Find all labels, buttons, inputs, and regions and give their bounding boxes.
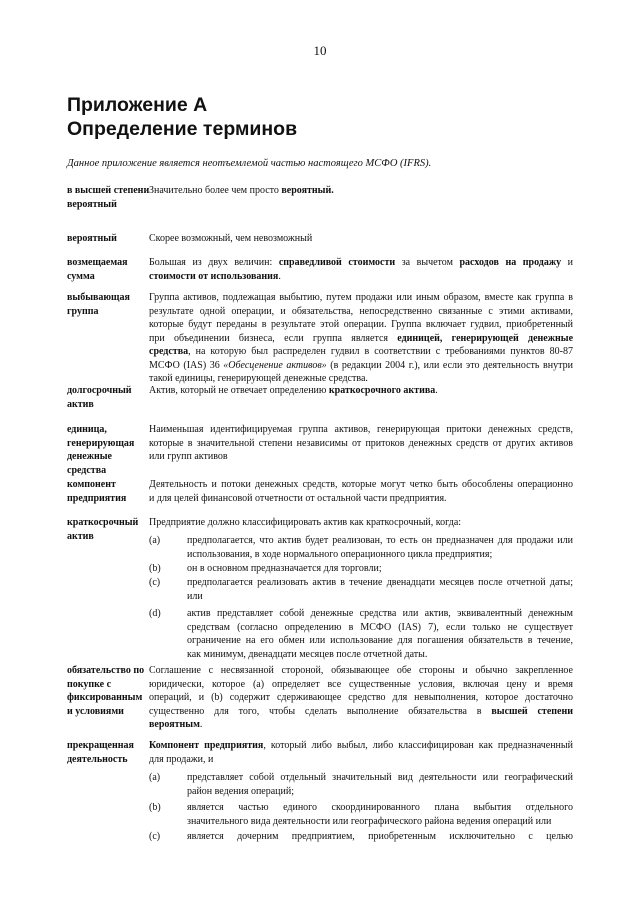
definition: Значительно более чем просто вероятный. [149,185,334,196]
section-title: Определение терминов [67,118,298,140]
definition: Соглашение с несвязанной стороной, обязывающее обе стороны и обычно закрепленное юридически, которое (a) определяет все существенные условия, включая цену и время операций, и (b) содержит сдерживающее средство для невыполнения, которое достаточно существенно для того, чтобы сделать выполнение обязательства в высшей степени вероятным. [149,665,573,730]
definition: Группа активов, подлежащая выбытию, путем продажи или иным образом, вместе как группа в результате одной операции, и обязательства, непосредственно связанные с этими активами, которые будут переданы в результате этой операции. Группа включает гудвил, приобретенный при объединении бизнеса, если группа является единицей, генерирующей денежные средства, на которую был распределен гудвил в соответствии с требованиями пунктов 80-87 МСФО (IAS) 36 «Обесценение активов» (в редакции 2004 г.), или если это деятельность внутри такой единицы, генерирующей денежные средства. [149,292,573,384]
definition: Наименьшая идентифицируемая группа активов, генерирующая притоки денежных средств, которые в значительной степени независимы от притоков денежных средств от других активов или групп активов [149,424,573,462]
term: долгосрочный актив [67,385,132,410]
term: единица, генерирующая денежные средства [67,424,135,476]
page-number: 10 [313,43,327,58]
definition-lead: Предприятие должно классифицировать актив как краткосрочный, когда: [149,517,462,528]
intro-note: Данное приложение является неотъемлемой частью настоящего МСФО (IFRS). [67,158,432,169]
definition: Актив, который не отвечает определению краткосрочного актива. [149,385,438,396]
term: обязательство по покупке с фиксированным и условиями [67,665,145,717]
term: компонент предприятия [67,479,127,504]
term: вероятный [67,233,117,244]
term: возмещаемая сумма [67,257,128,282]
appendix-title: Приложение А [67,94,208,116]
definition: Скорее возможный, чем невозможный [149,233,313,244]
term: краткосрочный актив [67,517,139,542]
definition: Деятельность и потоки денежных средств, которые могут четко быть обособлены операционно и для целей финансовой отчетности от остальной части предприятия. [149,479,573,504]
term: выбывающая группа [67,292,130,317]
term: прекращенная деятельность [67,740,134,765]
document-page: 10 Приложение А Определение терминов Данное приложение является неотъемлемой частью настоящего МСФО (IFRS). в высшей степени вероятный Значительно более чем просто вероятный. вероятный Скорее возможный, чем невозможный возмещаемая сумма Большая из двух величин: справедливой стоимости за вычетом расходов на продажу и стоимости от использования. выбывающая группа Группа активов, подлежащая выбытию, путем продажи или иным образом, вместе как группа в результате одной операции, и обязательства, непосредственно связанные с этими активами, которые будут переданы в результате этой операции. Группа включает гудвил, приобретенный при объединении бизнеса, если группа является единицей, генерирующей денежные средства, на которую был распределен гудвил в соответствии с требованиями пунктов 80-87 МСФО (IAS) 36 «Обесценение активов» (в редакции 2004 г.), или если это деятельность внутри такой единицы, генерирующей денежные средства. долгосрочный актив Актив, который не отвечает определению краткосрочного актива. единица, генерирующая денежные средства Наименьшая идентифицируемая группа активов, генерирующая притоки денежных средств, которые в значительной степени независимы от притоков денежных средств от других активов или групп активов компонент предприятия Деятельность и потоки денежных средств, которые могут четко быть обособлены операционно и для целей финансовой отчетности от остальной части предприятия. краткосрочный актив Предприятие должно классифицировать актив как краткосрочный, когда: (a) предполагается, что актив будет реализован, то есть он предназначен для продажи или использования, в ходе нормального операционного цикла предприятия; (b) он в основном предназначается для торговли; (c) предполагается реализовать актив в течение двенадцати месяцев после отчетной даты; или (d) актив представляет собой денежные средства или актив, эквивалентный денежным средствам (согласно определению в МСФО (IAS) 7), если только не существует ограничение на его обмен или использование для погашения обязательств в течение, как минимум, двенадцати месяцев после отчетной даты. обязательство по покупке с фиксированным и условиями Соглашение с несвязанной стороной, обязывающее обе стороны и обычно закрепленное юридически, которое (a) определяет все существенные условия, включая цену и время операций, и (b) содержит сдерживающее средство для невыполнения, которое достаточно существенно для того, чтобы сделать выполнение обязательства в высшей степени вероятным. прекращенная деятельность Компонент предприятия, который либо выбыл, либо классифицирован как предназначенный для продажи, и (a) представляет собой отдельный значительный вид деятельности или географический район ведения операций; (b) является частью единого скоординированного плана выбытия отдельного значительного вида деятельности или географического района ведения операций или (c) является дочерним предприятием, приобретенным исключительно с целью [0,0,640,905]
term: в высшей степени вероятный [67,185,150,210]
definition: Компонент предприятия, который либо выбыл, либо классифицирован как предназначенный для продажи, и [149,740,573,765]
definition: Большая из двух величин: справедливой стоимости за вычетом расходов на продажу и стоимости от использования. [149,257,573,282]
page-title [67,93,297,141]
